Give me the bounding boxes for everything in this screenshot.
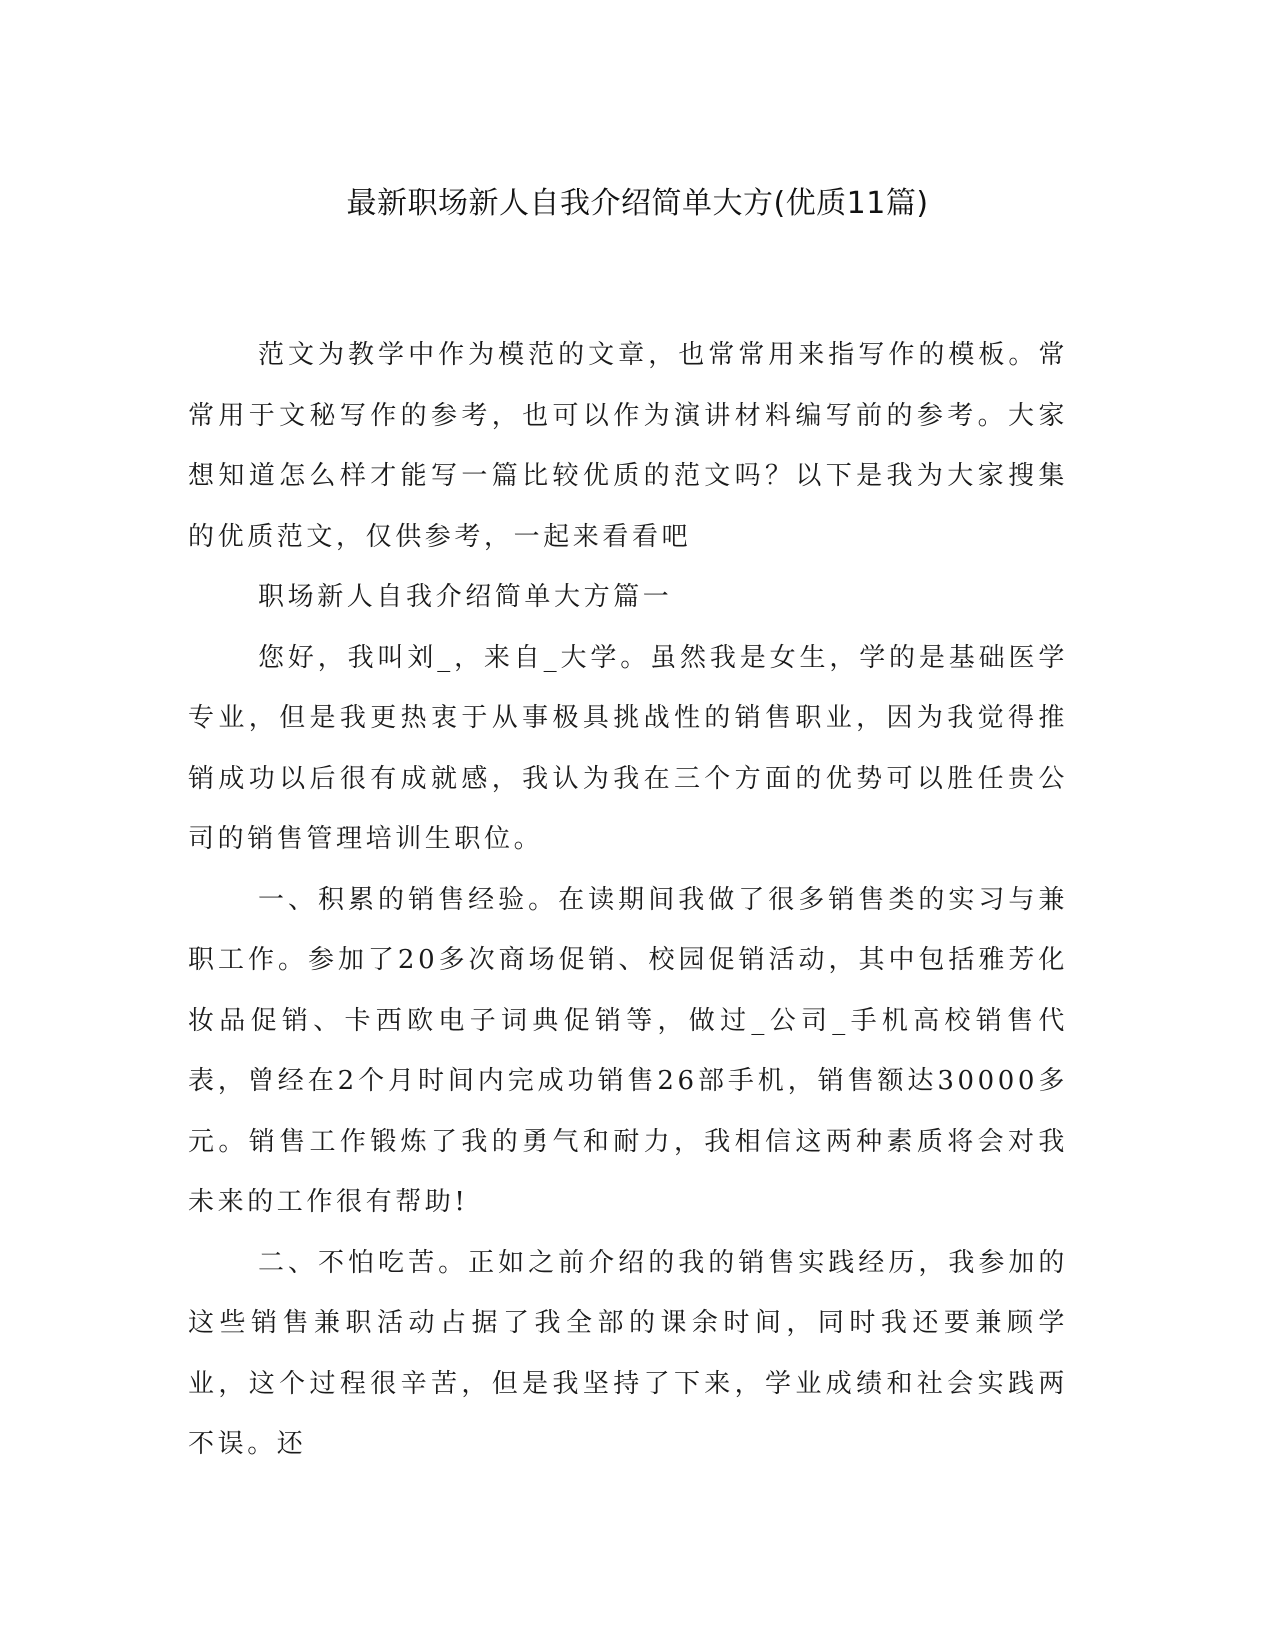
paragraph-point-two: 二、不怕吃苦。正如之前介绍的我的销售实践经历，我参加的这些销售兼职活动占据了我全部的课余时间，同时我还要兼顾学业，这个过程很辛苦，但是我坚持了下来，学业成绩和社会实践两不误。还 [188, 1247, 1068, 1459]
paragraph-self-intro: 您好，我叫刘_，来自_大学。虽然我是女生，学的是基础医学专业，但是我更热衷于从事极具挑战性的销售职业，因为我觉得推销成功以后很有成就感，我认为我在三个方面的优势可以胜任贵公司的销售管理培训生职位。 [188, 642, 1068, 854]
section-heading: 职场新人自我介绍简单大方篇一 [258, 582, 673, 612]
document-body [188, 325, 1068, 1475]
paragraph-intro: 范文为教学中作为模范的文章，也常常用来指写作的模板。常常用于文秘写作的参考，也可以作为演讲材料编写前的参考。大家想知道怎么样才能写一篇比较优质的范文吗？以下是我为大家搜集的优质范文，仅供参考，一起来看看吧 [188, 340, 1068, 552]
document-title: 最新职场新人自我介绍简单大方(优质11篇) [346, 186, 929, 221]
paragraph-point-one: 一、积累的销售经验。在读期间我做了很多销售类的实习与兼职工作。参加了20多次商场促销、校园促销活动，其中包括雅芳化妆品促销、卡西欧电子词典促销等，做过_公司_手机高校销售代表，曾经在2个月时间内完成功销售26部手机，销售额达30000多元。销售工作锻炼了我的勇气和耐力，我相信这两种素质将会对我未来的工作很有帮助! [188, 884, 1068, 1217]
